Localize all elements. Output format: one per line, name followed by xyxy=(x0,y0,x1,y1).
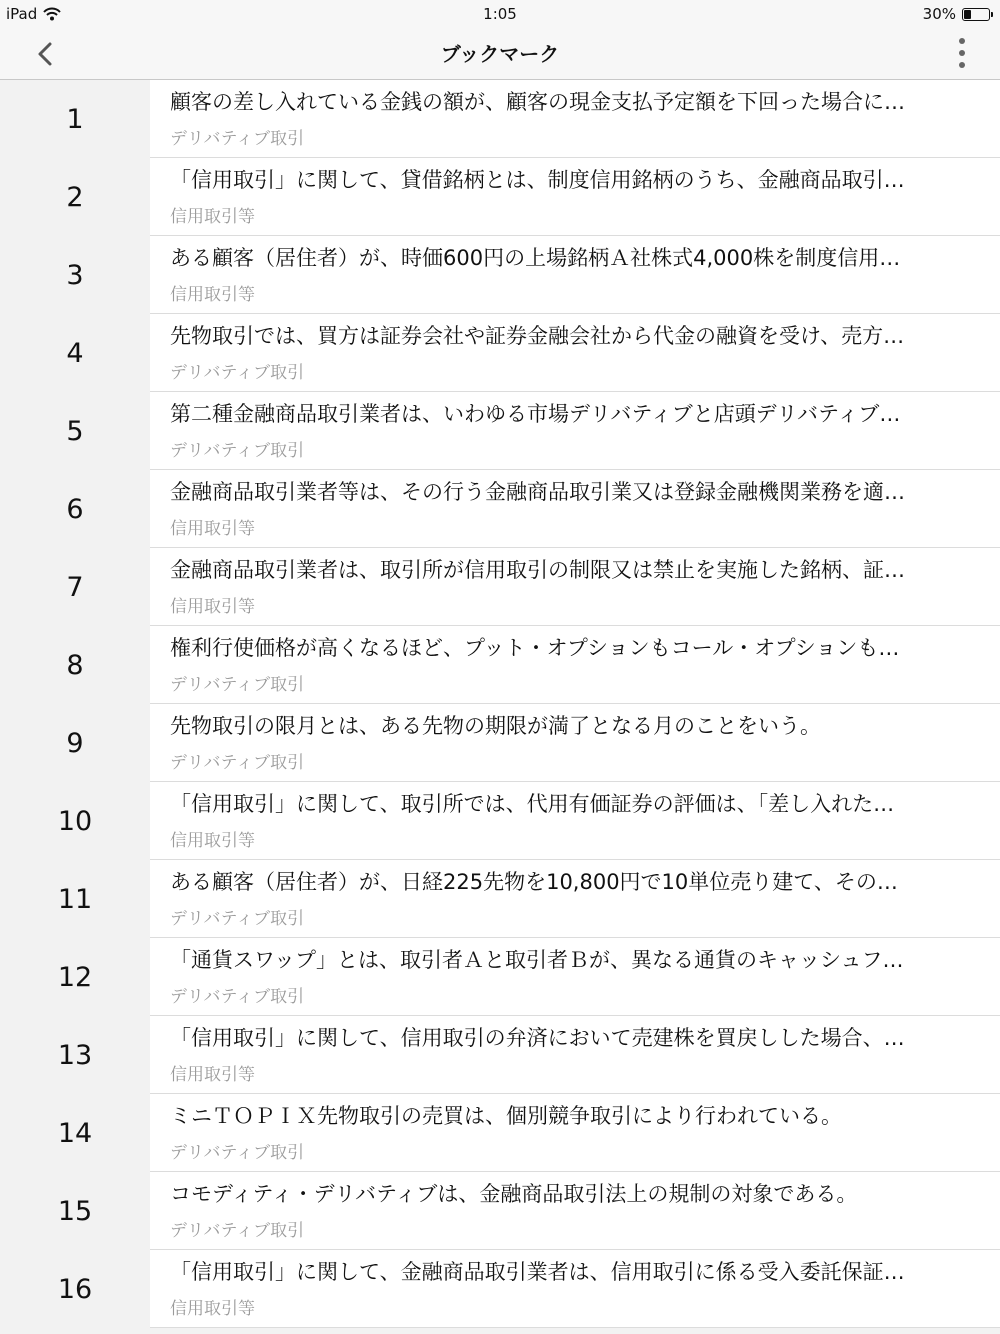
category-label: デリバティブ取引 xyxy=(170,129,305,149)
row-number: 9 xyxy=(66,727,84,759)
bookmark-cell[interactable] xyxy=(150,782,1000,860)
row-number: 4 xyxy=(66,337,84,369)
bookmark-row[interactable] xyxy=(0,626,1000,704)
bookmark-row[interactable] xyxy=(0,1172,1000,1250)
category-label: デリバティブ取引 xyxy=(170,1221,305,1241)
bookmark-cell[interactable] xyxy=(150,158,1000,236)
more-dot-icon xyxy=(959,38,965,44)
row-number: 14 xyxy=(57,1117,93,1149)
bookmark-row[interactable] xyxy=(0,1250,1000,1328)
question-title: 権利行使価格が高くなるほど、プット・オプションもコール・オプションも… xyxy=(170,636,900,660)
question-title: 「通貨スワップ」とは、取引者Ａと取引者Ｂが、異なる通貨のキャッシュフ… xyxy=(170,948,904,972)
category-label: 信用取引等 xyxy=(170,285,255,305)
battery-fill xyxy=(964,10,971,19)
bookmark-cell[interactable] xyxy=(150,626,1000,704)
bookmark-cell[interactable] xyxy=(150,470,1000,548)
row-number: 16 xyxy=(57,1273,93,1305)
row-number: 10 xyxy=(57,805,93,837)
battery-icon xyxy=(962,8,990,21)
category-label: デリバティブ取引 xyxy=(170,909,305,929)
row-number: 11 xyxy=(57,883,93,915)
more-menu-button[interactable] xyxy=(954,33,970,73)
question-title: コモディティ・デリバティブは、金融商品取引法上の規制の対象である。 xyxy=(170,1182,858,1206)
bookmark-row[interactable] xyxy=(0,236,1000,314)
bookmark-cell[interactable] xyxy=(150,548,1000,626)
bookmark-cell[interactable] xyxy=(150,938,1000,1016)
bookmark-row[interactable] xyxy=(0,860,1000,938)
status-time: 1:05 xyxy=(483,5,517,23)
bookmark-row[interactable] xyxy=(0,80,1000,158)
category-label: デリバティブ取引 xyxy=(170,987,305,1007)
status-bar xyxy=(0,0,1000,30)
category-label: 信用取引等 xyxy=(170,1299,255,1319)
bookmark-row[interactable] xyxy=(0,470,1000,548)
row-number: 8 xyxy=(66,649,84,681)
category-label: デリバティブ取引 xyxy=(170,441,305,461)
question-title: 金融商品取引業者等は、その行う金融商品取引業又は登録金融機関業務を適… xyxy=(170,480,905,504)
question-title: 先物取引の限月とは、ある先物の期限が満了となる月のことをいう。 xyxy=(170,714,821,738)
question-title: ある顧客（居住者）が、日経225先物を10,800円で10単位売り建て、その… xyxy=(170,870,898,894)
question-title: 「信用取引」に関して、取引所では、代用有価証券の評価は、「差し入れた… xyxy=(170,792,895,816)
bookmark-cell[interactable] xyxy=(150,392,1000,470)
bookmark-row[interactable] xyxy=(0,704,1000,782)
bookmark-row[interactable] xyxy=(0,1094,1000,1172)
category-label: 信用取引等 xyxy=(170,519,255,539)
row-number: 12 xyxy=(57,961,93,993)
question-title: 「信用取引」に関して、信用取引の弁済において売建株を買戻しした場合、… xyxy=(170,1026,905,1050)
row-number: 2 xyxy=(66,181,84,213)
category-label: 信用取引等 xyxy=(170,1065,255,1085)
bookmark-cell[interactable] xyxy=(150,1250,1000,1328)
page-title: ブックマーク xyxy=(440,42,560,66)
row-number: 15 xyxy=(57,1195,93,1227)
bookmark-cell[interactable] xyxy=(150,236,1000,314)
question-title: 金融商品取引業者は、取引所が信用取引の制限又は禁止を実施した銘柄、証… xyxy=(170,558,905,582)
question-title: 顧客の差し入れている金銭の額が、顧客の現金支払予定額を下回った場合に… xyxy=(170,90,905,114)
bookmark-row[interactable] xyxy=(0,548,1000,626)
bookmark-row[interactable] xyxy=(0,158,1000,236)
question-title: 「信用取引」に関して、貸借銘柄とは、制度信用銘柄のうち、金融商品取引… xyxy=(170,168,905,192)
bookmark-cell[interactable] xyxy=(150,704,1000,782)
bookmark-cell[interactable] xyxy=(150,314,1000,392)
bookmark-row[interactable] xyxy=(0,392,1000,470)
bookmark-row[interactable] xyxy=(0,1016,1000,1094)
bookmark-row[interactable] xyxy=(0,782,1000,860)
row-number: 13 xyxy=(57,1039,93,1071)
bookmark-cell[interactable] xyxy=(150,1094,1000,1172)
bookmark-cell[interactable] xyxy=(150,1016,1000,1094)
category-label: デリバティブ取引 xyxy=(170,753,305,773)
more-dot-icon xyxy=(959,50,965,56)
row-number: 5 xyxy=(66,415,84,447)
question-title: ある顧客（居住者）が、時価600円の上場銘柄Ａ社株式4,000株を制度信用… xyxy=(170,246,901,270)
category-label: 信用取引等 xyxy=(170,597,255,617)
row-number: 7 xyxy=(66,571,84,603)
bookmark-cell[interactable] xyxy=(150,80,1000,158)
question-title: 先物取引では、買方は証券会社や証券金融会社から代金の融資を受け、売方… xyxy=(170,324,905,348)
category-label: 信用取引等 xyxy=(170,207,255,227)
question-title: ミニＴＯＰＩＸ先物取引の売買は、個別競争取引により行われている。 xyxy=(170,1104,842,1128)
navigation-bar xyxy=(0,30,1000,80)
bookmark-cell[interactable] xyxy=(150,860,1000,938)
bookmark-cell[interactable] xyxy=(150,1172,1000,1250)
bookmark-row[interactable] xyxy=(0,314,1000,392)
row-number: 6 xyxy=(66,493,84,525)
category-label: デリバティブ取引 xyxy=(170,1143,305,1163)
category-label: デリバティブ取引 xyxy=(170,675,305,695)
more-dot-icon xyxy=(959,62,965,68)
bookmark-row[interactable] xyxy=(0,938,1000,1016)
category-label: デリバティブ取引 xyxy=(170,363,305,383)
category-label: 信用取引等 xyxy=(170,831,255,851)
row-number: 1 xyxy=(66,103,84,135)
question-title: 第二種金融商品取引業者は、いわゆる市場デリバティブと店頭デリバティブ… xyxy=(170,402,901,426)
question-title: 「信用取引」に関して、金融商品取引業者は、信用取引に係る受入委託保証… xyxy=(170,1260,905,1284)
bookmark-list xyxy=(0,80,1000,1328)
device-name: iPad xyxy=(6,5,38,23)
row-number: 3 xyxy=(66,259,84,291)
battery-percent: 30% xyxy=(922,5,956,23)
status-right xyxy=(923,5,990,23)
